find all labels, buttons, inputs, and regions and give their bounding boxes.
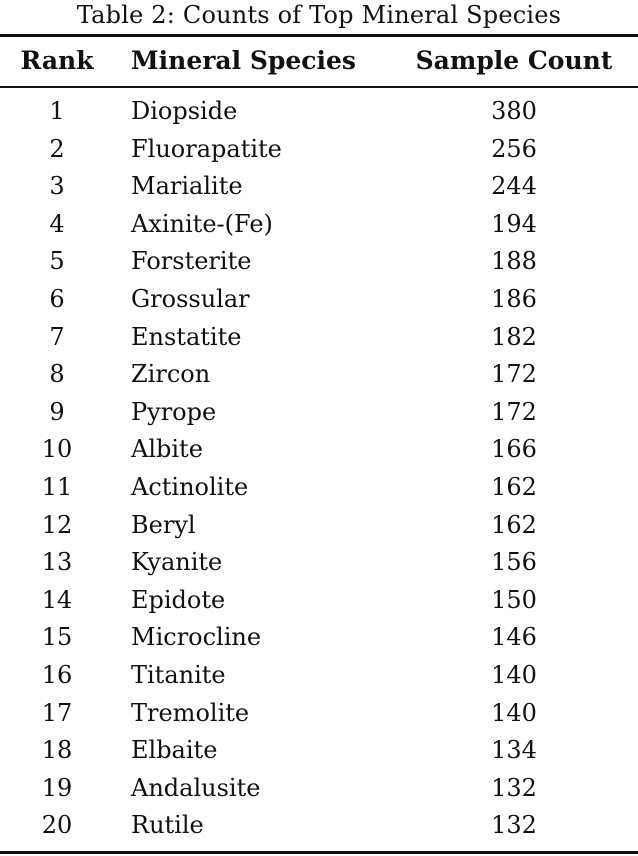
- count-cell: 172: [491, 397, 537, 426]
- count-cell: 162: [491, 510, 537, 539]
- species-cell: Pyrope: [131, 397, 217, 426]
- count-cell: 140: [491, 660, 537, 689]
- count-cell: 162: [491, 472, 537, 501]
- species-cell: Forsterite: [131, 247, 252, 276]
- rank-cell: 6: [49, 284, 65, 313]
- rank-cell: 19: [41, 773, 73, 802]
- count-cell: 166: [491, 435, 537, 464]
- count-cell: 134: [491, 736, 537, 765]
- species-cell: Diopside: [131, 97, 238, 125]
- header-rank: Rank: [20, 46, 94, 75]
- species-cell: Elbaite: [131, 736, 218, 765]
- rank-cell: 10: [41, 435, 73, 464]
- count-cell: 380: [491, 97, 537, 125]
- table-row: [0, 770, 638, 808]
- species-cell: Grossular: [131, 284, 250, 313]
- rank-cell: 1: [49, 97, 65, 125]
- table-row: [0, 281, 638, 319]
- rank-cell: 15: [41, 623, 73, 652]
- count-cell: 186: [491, 284, 537, 313]
- rank-cell: 11: [41, 472, 73, 501]
- rank-cell: 13: [41, 548, 73, 577]
- count-cell: 150: [491, 585, 537, 614]
- table-row: [0, 732, 638, 770]
- table-row: [0, 657, 638, 695]
- table-row: [0, 807, 638, 845]
- rank-cell: 5: [49, 247, 65, 276]
- count-cell: 256: [491, 134, 537, 163]
- table-row: [0, 394, 638, 432]
- count-cell: 140: [491, 698, 537, 727]
- species-cell: Albite: [131, 435, 203, 464]
- table-row: [0, 168, 638, 206]
- table-caption: Table 2: Counts of Top Mineral Species: [76, 1, 562, 29]
- header-mineral-species: Mineral Species: [131, 46, 356, 75]
- rank-cell: 16: [41, 660, 73, 689]
- count-cell: 132: [491, 773, 537, 802]
- species-cell: Tremolite: [131, 698, 250, 727]
- table-row: [0, 695, 638, 733]
- species-cell: Microcline: [131, 623, 262, 652]
- count-cell: 194: [491, 209, 537, 238]
- species-cell: Epidote: [131, 585, 226, 614]
- count-cell: 132: [491, 811, 537, 840]
- count-cell: 172: [491, 360, 537, 389]
- table-header: [0, 40, 638, 82]
- count-cell: 146: [491, 623, 537, 652]
- rank-cell: 8: [49, 360, 65, 389]
- table-row: [0, 319, 638, 357]
- table-row: [0, 93, 638, 131]
- species-cell: Kyanite: [131, 548, 223, 577]
- table-body: [0, 93, 638, 845]
- rank-cell: 17: [41, 698, 73, 727]
- rank-cell: 12: [41, 510, 73, 539]
- rank-cell: 18: [41, 736, 73, 765]
- count-cell: 156: [491, 548, 537, 577]
- species-cell: Beryl: [131, 510, 196, 539]
- header-sample-count: Sample Count: [415, 46, 613, 75]
- table-row: [0, 469, 638, 507]
- table-row: [0, 356, 638, 394]
- table-row: [0, 582, 638, 620]
- count-cell: 188: [491, 247, 537, 276]
- species-cell: Enstatite: [131, 322, 242, 351]
- rank-cell: 14: [41, 585, 73, 614]
- species-cell: Titanite: [131, 660, 226, 689]
- table-row: [0, 619, 638, 657]
- species-cell: Marialite: [131, 172, 243, 201]
- species-cell: Actinolite: [131, 472, 249, 501]
- top-rule: [0, 34, 638, 37]
- rank-cell: 20: [41, 811, 73, 840]
- bottom-rule: [0, 851, 638, 854]
- rank-cell: 9: [49, 397, 65, 426]
- table-row: [0, 206, 638, 244]
- header-rule: [0, 86, 638, 88]
- rank-cell: 4: [49, 209, 65, 238]
- species-cell: Axinite-(Fe): [131, 209, 273, 238]
- table-row: [0, 544, 638, 582]
- species-cell: Rutile: [131, 811, 204, 840]
- rank-cell: 3: [49, 172, 65, 201]
- table-row: [0, 431, 638, 469]
- count-cell: 182: [491, 322, 537, 351]
- species-cell: Andalusite: [131, 773, 261, 802]
- table-row: [0, 507, 638, 545]
- species-cell: Zircon: [131, 360, 211, 389]
- table-row: [0, 243, 638, 281]
- rank-cell: 7: [49, 322, 65, 351]
- count-cell: 244: [491, 172, 537, 201]
- rank-cell: 2: [49, 134, 65, 163]
- species-cell: Fluorapatite: [131, 134, 282, 163]
- table-row: [0, 131, 638, 169]
